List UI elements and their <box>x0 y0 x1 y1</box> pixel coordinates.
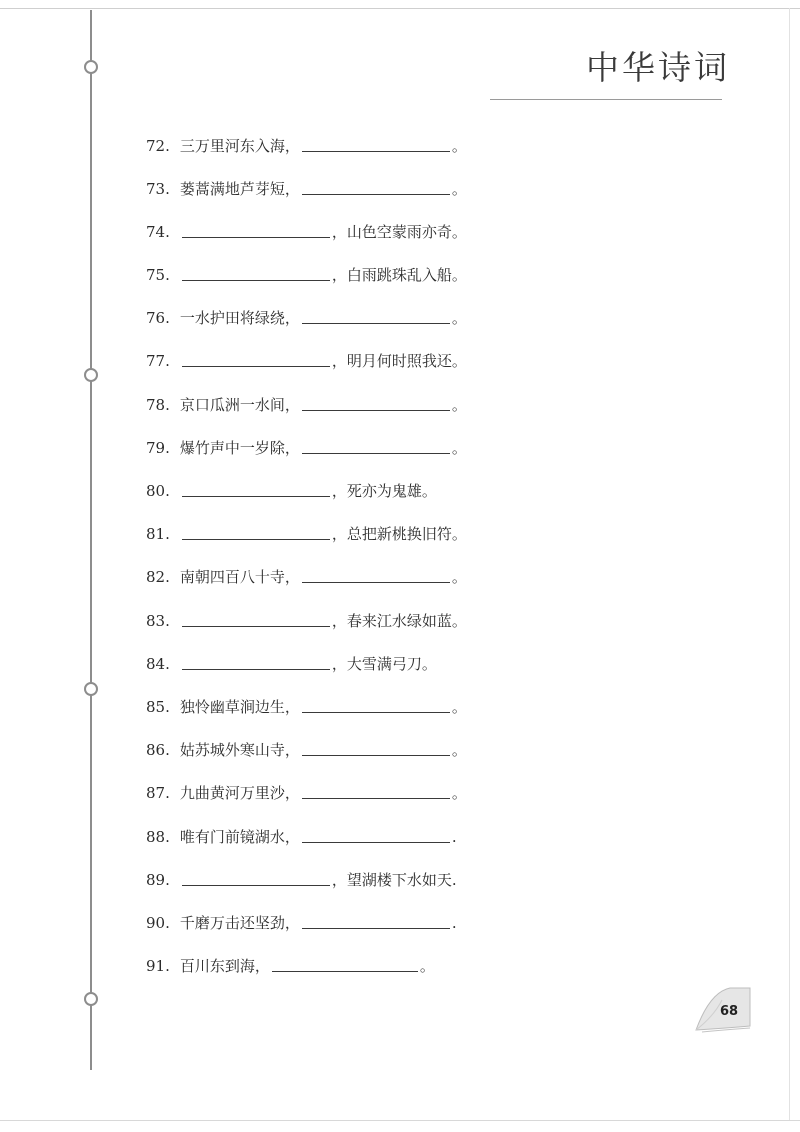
question-number: 79. <box>146 439 170 457</box>
question-text-before: 南朝四百八十寺， <box>179 568 300 586</box>
question-number: 84. <box>146 655 170 673</box>
question-text-after: 。 <box>451 180 467 198</box>
answer-blank[interactable] <box>182 668 330 670</box>
question-text-after: . <box>451 914 457 932</box>
page-number: 68 <box>719 1004 739 1019</box>
answer-blank[interactable] <box>182 495 330 497</box>
question-text-after: ，死亦为鬼雄。 <box>331 482 437 500</box>
question-number: 85. <box>146 698 170 716</box>
question-item <box>146 216 467 242</box>
answer-blank[interactable] <box>302 711 450 713</box>
question-text-after: 。 <box>451 741 467 759</box>
answer-blank[interactable] <box>182 538 330 540</box>
question-number: 88. <box>146 828 170 846</box>
answer-blank[interactable] <box>302 841 450 843</box>
question-number: 90. <box>146 914 170 932</box>
question-number: 73. <box>146 180 170 198</box>
question-number: 72. <box>146 137 170 155</box>
question-text-after: ，山色空蒙雨亦奇。 <box>331 223 467 241</box>
question-number: 78. <box>146 396 170 414</box>
question-number: 77. <box>146 352 170 370</box>
question-number: 89. <box>146 871 170 889</box>
question-item <box>146 734 467 760</box>
question-text-after: ，总把新桃换旧符。 <box>331 525 467 543</box>
answer-blank[interactable] <box>302 754 450 756</box>
question-text-before: 百川东到海， <box>179 957 270 975</box>
question-text-before: 独怜幽草涧边生， <box>179 698 300 716</box>
question-item <box>146 130 467 156</box>
question-text-before: 一水护田将绿绕， <box>179 309 300 327</box>
question-text-after: 。 <box>451 784 467 802</box>
question-number: 74. <box>146 223 170 241</box>
answer-blank[interactable] <box>302 452 450 454</box>
question-text-before: 蒌蒿满地芦芽短， <box>179 180 300 198</box>
question-item <box>146 345 467 371</box>
answer-blank[interactable] <box>302 797 450 799</box>
question-text-after: 。 <box>451 137 467 155</box>
answer-blank[interactable] <box>182 884 330 886</box>
question-number: 91. <box>146 957 170 975</box>
question-text-after: . <box>451 828 457 846</box>
question-item <box>146 475 437 501</box>
question-item <box>146 561 467 587</box>
question-number: 75. <box>146 266 170 284</box>
page-title: 中华诗词 <box>586 48 730 87</box>
question-text-after: 。 <box>451 439 467 457</box>
question-number: 86. <box>146 741 170 759</box>
question-item <box>146 691 467 717</box>
question-text-before: 爆竹声中一岁除， <box>179 439 300 457</box>
question-number: 80. <box>146 482 170 500</box>
question-text-before: 九曲黄河万里沙， <box>179 784 300 802</box>
question-text-before: 唯有门前镜湖水， <box>179 828 300 846</box>
question-item <box>146 777 467 803</box>
question-number: 83. <box>146 612 170 630</box>
question-item <box>146 518 467 544</box>
answer-blank[interactable] <box>182 279 330 281</box>
question-item <box>146 389 467 415</box>
question-item <box>146 950 435 976</box>
question-text-after: 。 <box>451 568 467 586</box>
question-text-after: ，明月何时照我还。 <box>331 352 467 370</box>
answer-blank[interactable] <box>272 970 418 972</box>
question-text-after: 。 <box>451 309 467 327</box>
answer-blank[interactable] <box>302 927 450 929</box>
question-number: 76. <box>146 309 170 327</box>
question-item <box>146 259 467 285</box>
answer-blank[interactable] <box>302 581 450 583</box>
question-text-before: 千磨万击还坚劲， <box>179 914 300 932</box>
question-text-after: ，白雨跳珠乱入船。 <box>331 266 467 284</box>
question-text-after: 。 <box>451 698 467 716</box>
answer-blank[interactable] <box>182 365 330 367</box>
question-item <box>146 605 467 631</box>
question-text-before: 三万里河东入海， <box>179 137 300 155</box>
question-text-after: ，望湖楼下水如天. <box>331 871 457 889</box>
question-item <box>146 821 457 847</box>
question-text-before: 姑苏城外寒山寺， <box>179 741 300 759</box>
question-text-after: 。 <box>419 957 435 975</box>
answer-blank[interactable] <box>182 236 330 238</box>
answer-blank[interactable] <box>302 150 450 152</box>
answer-blank[interactable] <box>182 625 330 627</box>
answer-blank[interactable] <box>302 322 450 324</box>
question-item <box>146 648 437 674</box>
question-item <box>146 302 467 328</box>
question-item <box>146 173 467 199</box>
question-text-after: ，春来江水绿如蓝。 <box>331 612 467 630</box>
answer-blank[interactable] <box>302 193 450 195</box>
question-number: 82. <box>146 568 170 586</box>
question-item <box>146 432 467 458</box>
question-item <box>146 864 457 890</box>
question-text-before: 京口瓜洲一水间， <box>179 396 300 414</box>
question-text-after: ，大雪满弓刀。 <box>331 655 437 673</box>
question-text-after: 。 <box>451 396 467 414</box>
answer-blank[interactable] <box>302 409 450 411</box>
question-number: 81. <box>146 525 170 543</box>
question-number: 87. <box>146 784 170 802</box>
question-item <box>146 907 457 933</box>
